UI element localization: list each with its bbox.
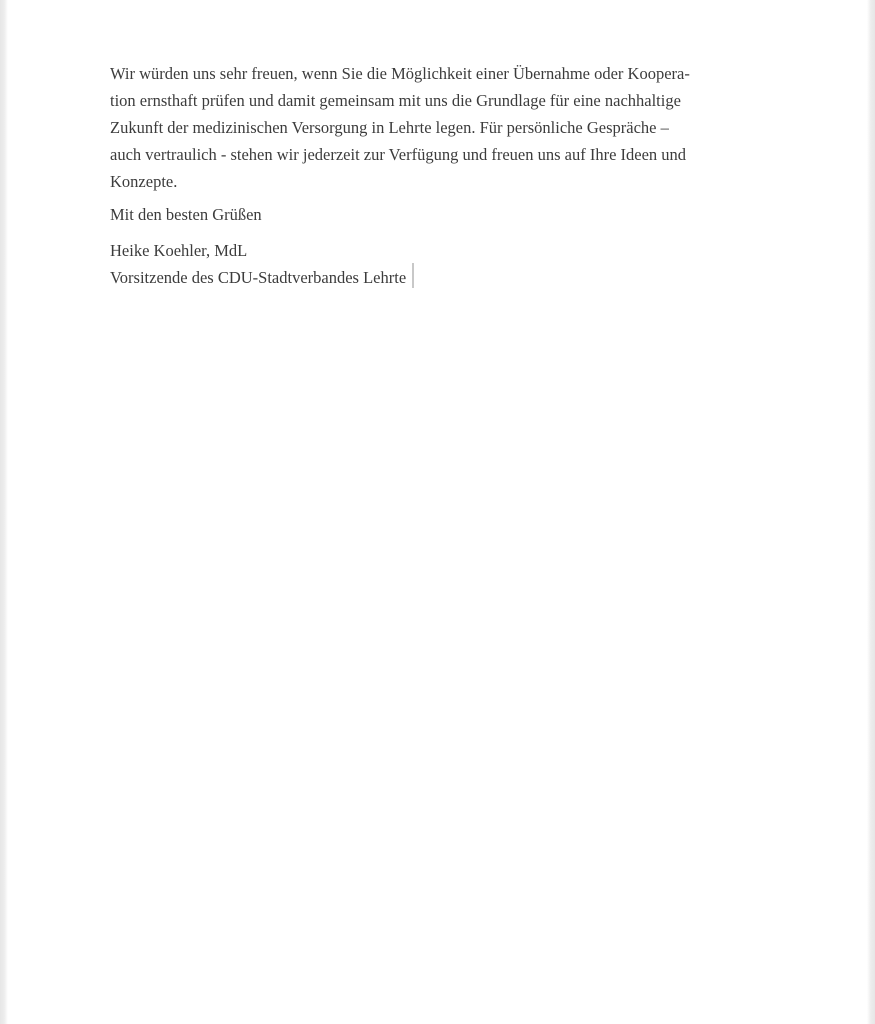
body-paragraph: [110, 60, 766, 195]
paragraph-line: auch vertraulich - stehen wir jederzeit zur Verfügung und freuen uns auf Ihre Ideen und: [110, 145, 687, 164]
viewport-left-edge: [0, 0, 8, 1024]
signature-title-row: [110, 263, 766, 290]
paragraph-line: tion ernsthaft prüfen und damit gemeinsam mit uns die Grundlage für eine nachhaltige: [110, 91, 681, 110]
signature-name: Heike Koehler, MdL: [110, 241, 248, 260]
signature-title: Vorsitzende des CDU-Stadtverbandes Lehrte: [110, 268, 407, 287]
letter-page[interactable]: [110, 60, 766, 290]
signature-block: [110, 239, 766, 290]
closing-line: Mit den besten Grüßen: [110, 205, 262, 224]
text-cursor: [412, 263, 414, 288]
paragraph-line: Konzepte.: [110, 172, 178, 191]
paragraph-line: Zukunft der medizinischen Versorgung in Lehrte legen. Für persönliche Gespräche –: [110, 118, 669, 137]
viewport-right-edge: [867, 0, 875, 1024]
paragraph-line: Wir würden uns sehr freuen, wenn Sie die Möglichkeit einer Übernahme oder Koopera-: [110, 64, 690, 83]
